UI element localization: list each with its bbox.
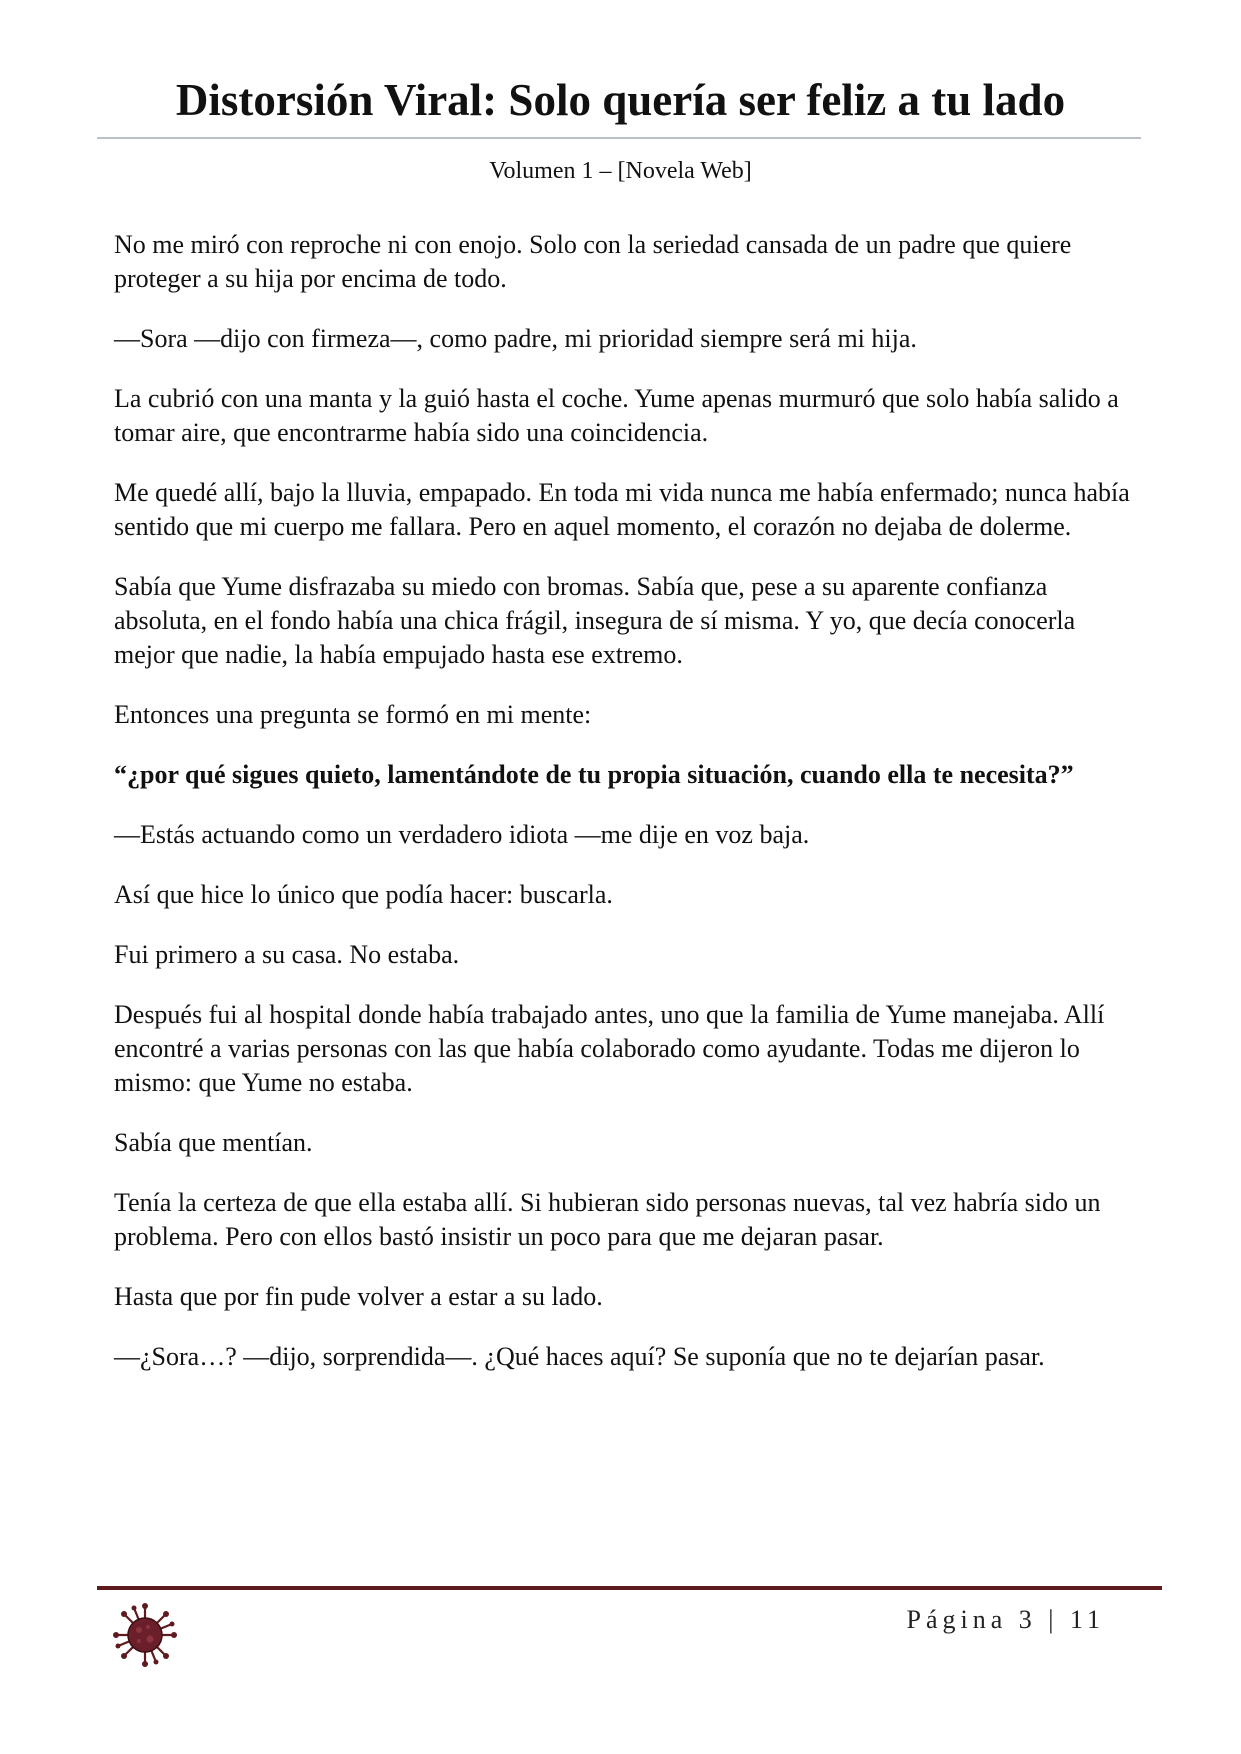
paragraph: —Estás actuando como un verdadero idiota —me dije en voz baja. <box>114 820 810 849</box>
paragraph: Hasta que por fin pude volver a estar a su lado. <box>114 1282 603 1311</box>
virus-icon <box>112 1602 178 1668</box>
paragraph: Me quedé allí, bajo la lluvia, empapado. En toda mi vida nunca me había enfermado; nunca había sentido que mi cuerpo me fallara. Pero en aquel momento, el corazón no dejaba de dolerme. <box>114 478 1130 541</box>
paragraph: Así que hice lo único que podía hacer: buscarla. <box>114 880 613 909</box>
paragraph: Sabía que mentían. <box>114 1128 313 1157</box>
highlighted-question: “¿por qué sigues quieto, lamentándote de tu propia situación, cuando ella te necesita?” <box>114 760 1074 789</box>
title-divider <box>97 137 1141 139</box>
chapter-body <box>114 228 1134 1400</box>
page-title: Distorsión Viral: Solo quería ser feliz a tu lado <box>175 75 1066 125</box>
paragraph: Después fui al hospital donde había trabajado antes, uno que la familia de Yume manejaba. Allí encontré a varias personas con las que había colaborado como ayudante. Todas me dijeron lo mismo: que Yume no estaba. <box>114 1000 1105 1097</box>
paragraph: —Sora —dijo con firmeza—, como padre, mi prioridad siempre será mi hija. <box>114 324 917 353</box>
paragraph: Entonces una pregunta se formó en mi mente: <box>114 700 592 729</box>
paragraph: No me miró con reproche ni con enojo. Solo con la seriedad cansada de un padre que quiere proteger a su hija por encima de todo. <box>114 230 1072 293</box>
paragraph: —¿Sora…? —dijo, sorprendida—. ¿Qué haces aquí? Se suponía que no te dejarían pasar. <box>114 1342 1045 1371</box>
volume-subtitle: Volumen 1 – [Novela Web] <box>489 158 752 184</box>
paragraph: Sabía que Yume disfrazaba su miedo con bromas. Sabía que, pese a su aparente confianza absoluta, en el fondo había una chica frágil, insegura de sí misma. Y yo, que decía conocerla mejor que nadie, la había empujado hasta ese extremo. <box>114 572 1076 669</box>
paragraph: La cubrió con una manta y la guió hasta el coche. Yume apenas murmuró que solo había salido a tomar aire, que encontrarme había sido una coincidencia. <box>114 384 1119 447</box>
footer-divider <box>97 1586 1162 1590</box>
paragraph: Tenía la certeza de que ella estaba allí. Si hubieran sido personas nuevas, tal vez habría sido un problema. Pero con ellos bastó insistir un poco para que me dejaran pasar. <box>114 1188 1101 1251</box>
paragraph: Fui primero a su casa. No estaba. <box>114 940 460 969</box>
page-number: Página 3 | 11 <box>906 1605 1105 1634</box>
